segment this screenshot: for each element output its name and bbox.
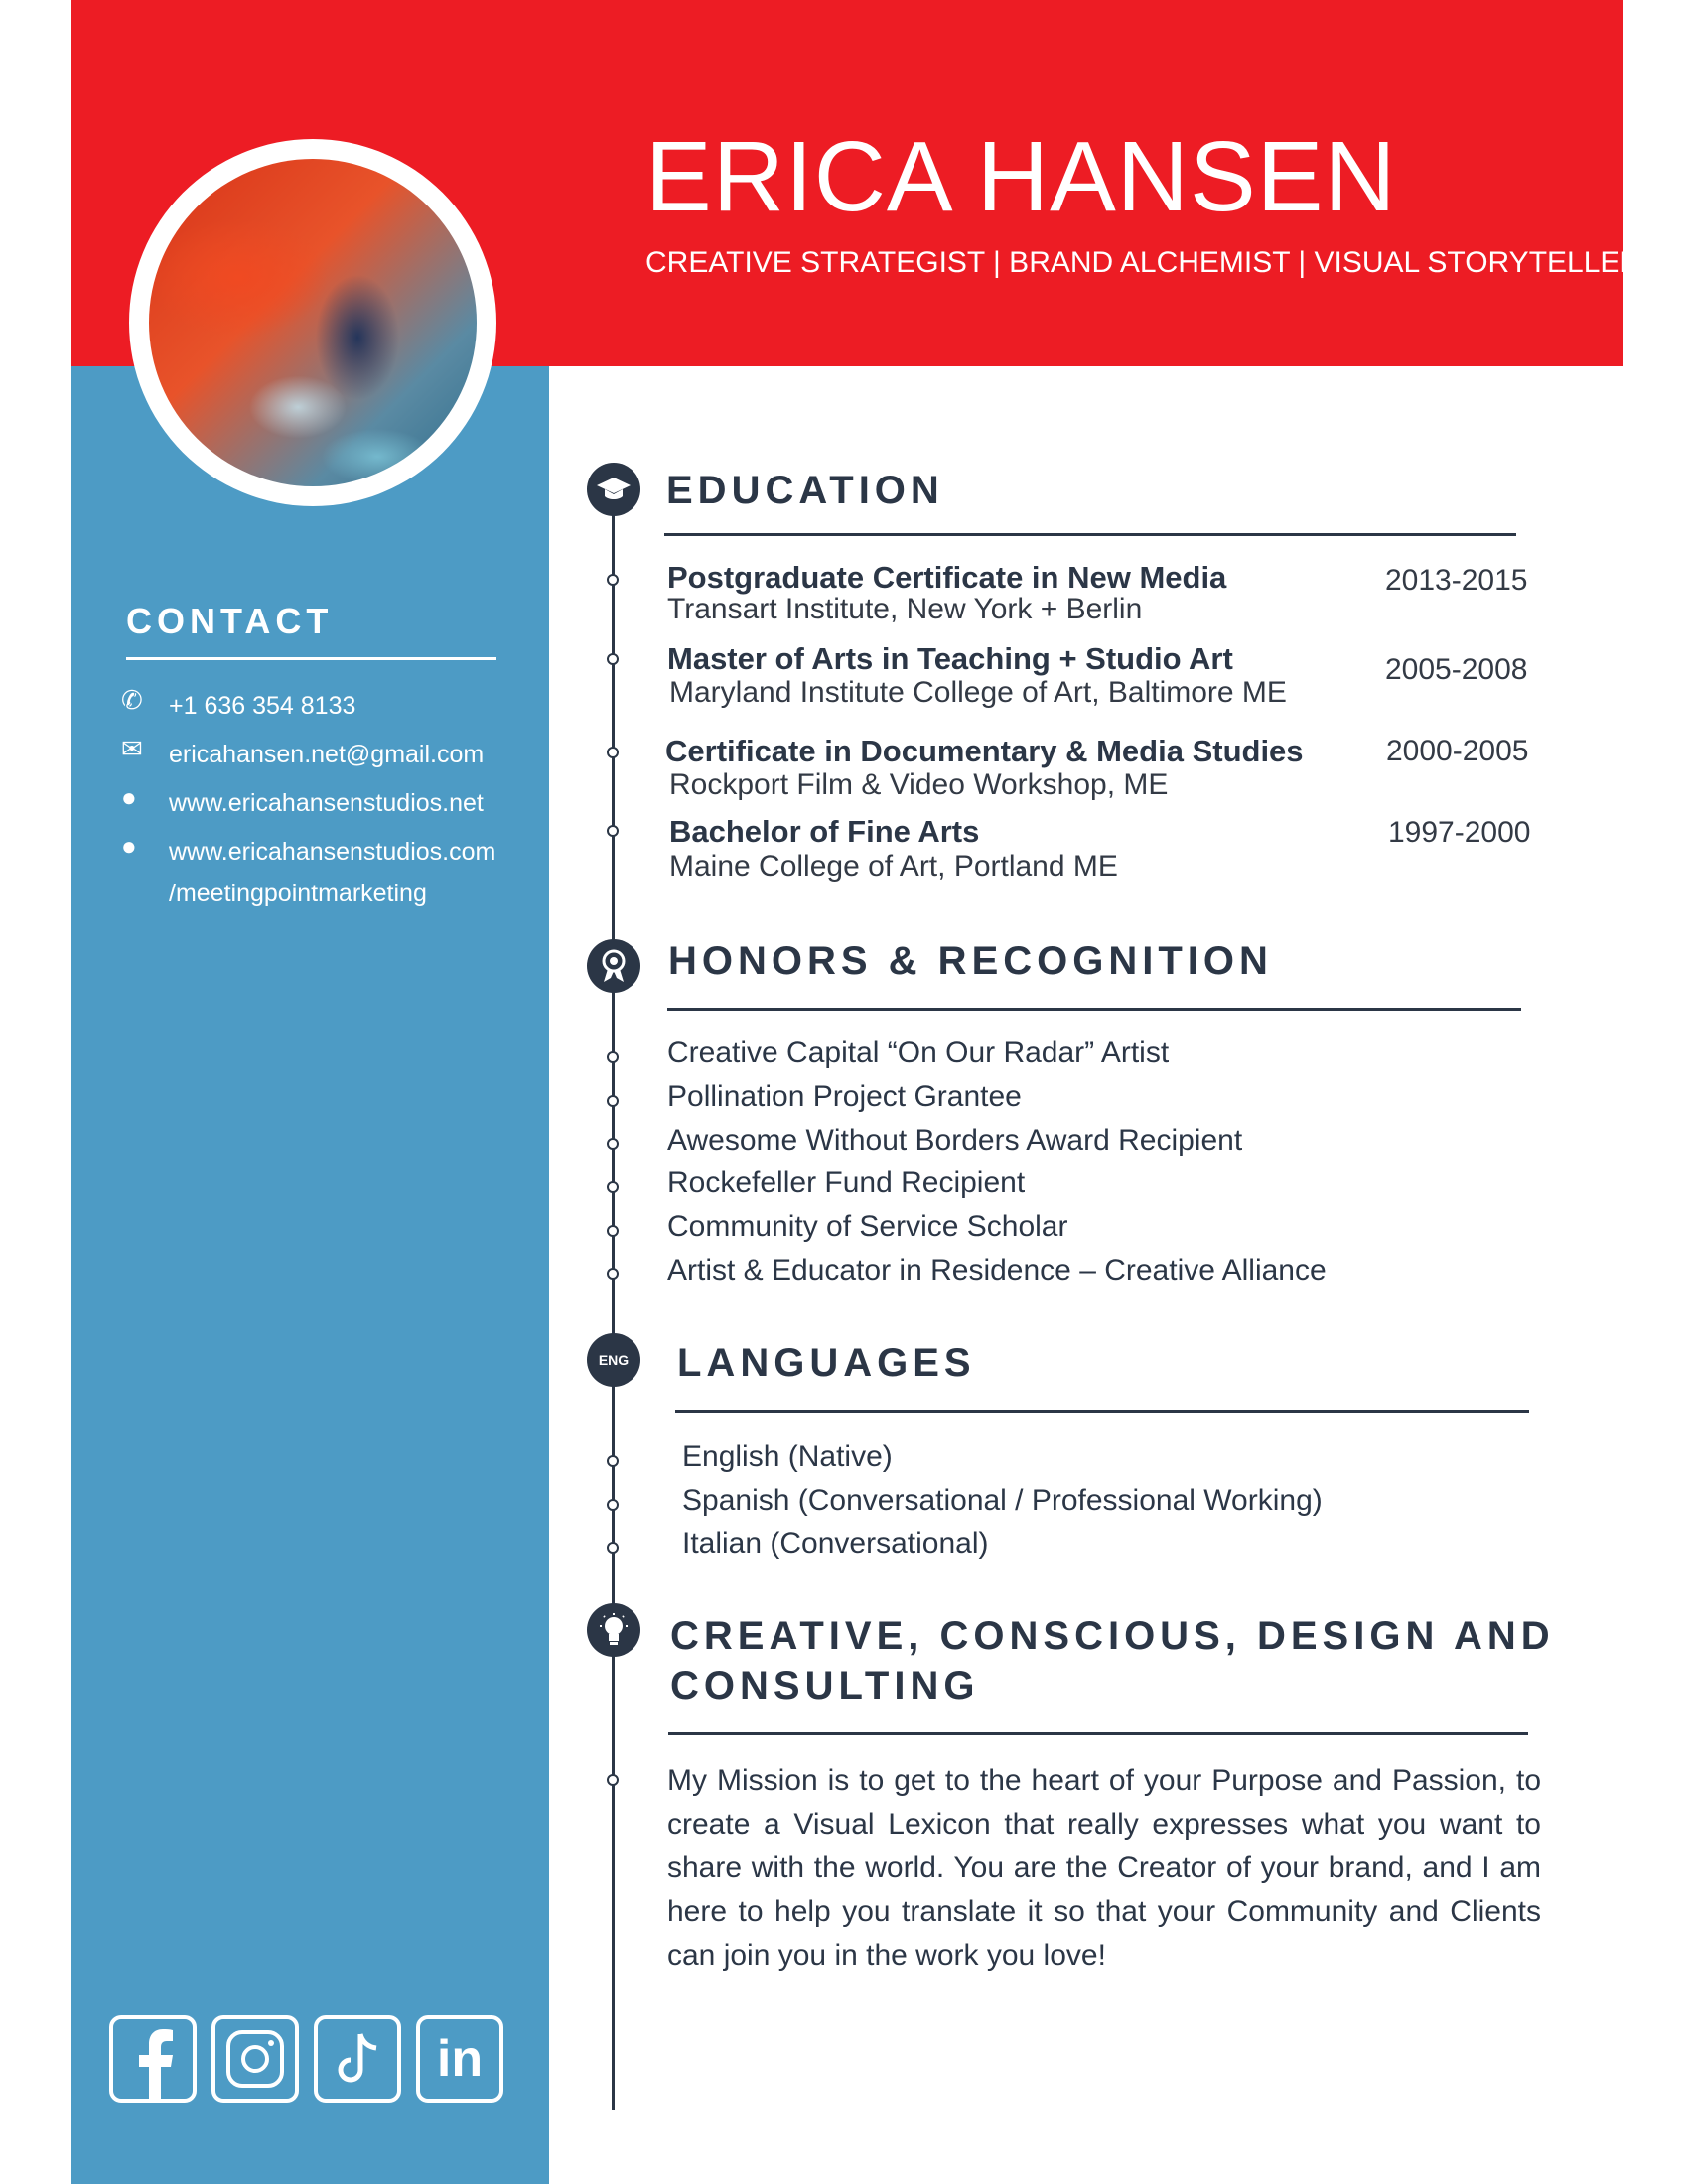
contact-phone[interactable] bbox=[119, 685, 516, 727]
education-years: 1997-2000 bbox=[1388, 816, 1531, 849]
linkedin-icon[interactable]: in bbox=[416, 2015, 503, 2103]
education-degree: Master of Arts in Teaching + Studio Art bbox=[667, 641, 1233, 676]
contact-divider bbox=[126, 657, 496, 660]
resume-tagline: CREATIVE STRATEGIST | BRAND ALCHEMIST | VISUAL STORYTELLER bbox=[645, 246, 1642, 279]
timeline-dot bbox=[607, 574, 619, 586]
award-ribbon-icon bbox=[587, 939, 640, 993]
timeline-dot bbox=[607, 1499, 619, 1511]
education-school: Transart Institute, New York + Berlin bbox=[667, 593, 1143, 625]
lightbulb-icon bbox=[587, 1603, 640, 1657]
honor-item: Artist & Educator in Residence – Creative Alliance bbox=[667, 1254, 1327, 1287]
timeline-dot bbox=[607, 747, 619, 758]
education-school: Maryland Institute College of Art, Baltimore ME bbox=[669, 676, 1287, 709]
honor-item: Rockefeller Fund Recipient bbox=[667, 1166, 1026, 1199]
contact-phone-text: +1 636 354 8133 bbox=[169, 692, 356, 720]
avatar-image bbox=[149, 159, 477, 486]
consulting-title bbox=[670, 1611, 1555, 1710]
honors-title: HONORS & RECOGNITION bbox=[668, 939, 1273, 983]
education-degree: Certificate in Documentary & Media Studies bbox=[665, 734, 1304, 768]
resume-name: ERICA HANSEN bbox=[645, 121, 1397, 232]
consulting-title-line1: CREATIVE, CONSCIOUS, DESIGN AND bbox=[670, 1614, 1555, 1658]
timeline-dot bbox=[607, 1225, 619, 1237]
language-item: Spanish (Conversational / Professional Working) bbox=[682, 1484, 1323, 1517]
language-item: Italian (Conversational) bbox=[682, 1527, 989, 1560]
honor-item: Creative Capital “On Our Radar” Artist bbox=[667, 1036, 1170, 1069]
mail-icon: ✉ bbox=[121, 734, 143, 763]
languages-title: LANGUAGES bbox=[677, 1341, 976, 1385]
contact-website-2-line2: /meetingpointmarketing bbox=[169, 880, 427, 907]
timeline-dot bbox=[607, 1774, 619, 1786]
education-divider bbox=[664, 533, 1516, 536]
contact-website-2[interactable] bbox=[119, 831, 516, 914]
education-degree: Postgraduate Certificate in New Media bbox=[667, 560, 1227, 595]
tiktok-icon[interactable] bbox=[314, 2015, 401, 2103]
consulting-title-line2: CONSULTING bbox=[670, 1664, 980, 1707]
education-degree: Bachelor of Fine Arts bbox=[669, 814, 980, 849]
education-school: Rockport Film & Video Workshop, ME bbox=[669, 768, 1169, 801]
language-item: English (Native) bbox=[682, 1440, 893, 1473]
timeline-dot bbox=[607, 1138, 619, 1150]
timeline-dot bbox=[607, 653, 619, 665]
education-years: 2000-2005 bbox=[1386, 735, 1529, 767]
contact-email[interactable] bbox=[119, 734, 516, 775]
education-school: Maine College of Art, Portland ME bbox=[669, 850, 1118, 883]
timeline-dot bbox=[607, 825, 619, 837]
timeline-dot bbox=[607, 1051, 619, 1063]
facebook-icon[interactable] bbox=[109, 2015, 197, 2103]
honor-item: Community of Service Scholar bbox=[667, 1210, 1068, 1243]
timeline-dot bbox=[607, 1268, 619, 1280]
timeline-dot bbox=[607, 1542, 619, 1554]
mission-statement: My Mission is to get to the heart of your Purpose and Passion, to create a Visual Lexicon that really expresses what you want to share with the world. You are the Creator of your brand, and I am here to help you translate it so that your Community and Clients can join you in the work you love! bbox=[667, 1764, 1541, 1972]
globe-icon: ● bbox=[121, 831, 137, 861]
education-years: 2005-2008 bbox=[1385, 653, 1528, 686]
contact-website-text: www.ericahansenstudios.net bbox=[169, 789, 484, 817]
globe-icon: ● bbox=[121, 782, 137, 812]
language-badge-icon: ENG bbox=[587, 1333, 640, 1387]
timeline-dot bbox=[607, 1181, 619, 1193]
honor-item: Pollination Project Grantee bbox=[667, 1080, 1022, 1113]
consulting-divider bbox=[668, 1732, 1528, 1735]
avatar bbox=[129, 139, 496, 506]
timeline-dot bbox=[607, 1095, 619, 1107]
contact-list bbox=[119, 685, 516, 921]
timeline-line bbox=[612, 496, 615, 2110]
phone-icon: ✆ bbox=[121, 685, 143, 715]
languages-divider bbox=[675, 1410, 1529, 1413]
contact-website[interactable] bbox=[119, 782, 516, 824]
graduation-cap-icon bbox=[587, 463, 640, 516]
instagram-icon[interactable] bbox=[211, 2015, 299, 2103]
contact-title: CONTACT bbox=[126, 601, 334, 641]
contact-website-2-line1: www.ericahansenstudios.com bbox=[169, 838, 496, 866]
honors-divider bbox=[667, 1008, 1521, 1011]
honor-item: Awesome Without Borders Award Recipient bbox=[667, 1124, 1243, 1157]
contact-email-text: ericahansen.net@gmail.com bbox=[169, 741, 485, 768]
education-years: 2013-2015 bbox=[1385, 564, 1528, 597]
timeline-dot bbox=[607, 1455, 619, 1467]
education-title: EDUCATION bbox=[666, 469, 944, 512]
